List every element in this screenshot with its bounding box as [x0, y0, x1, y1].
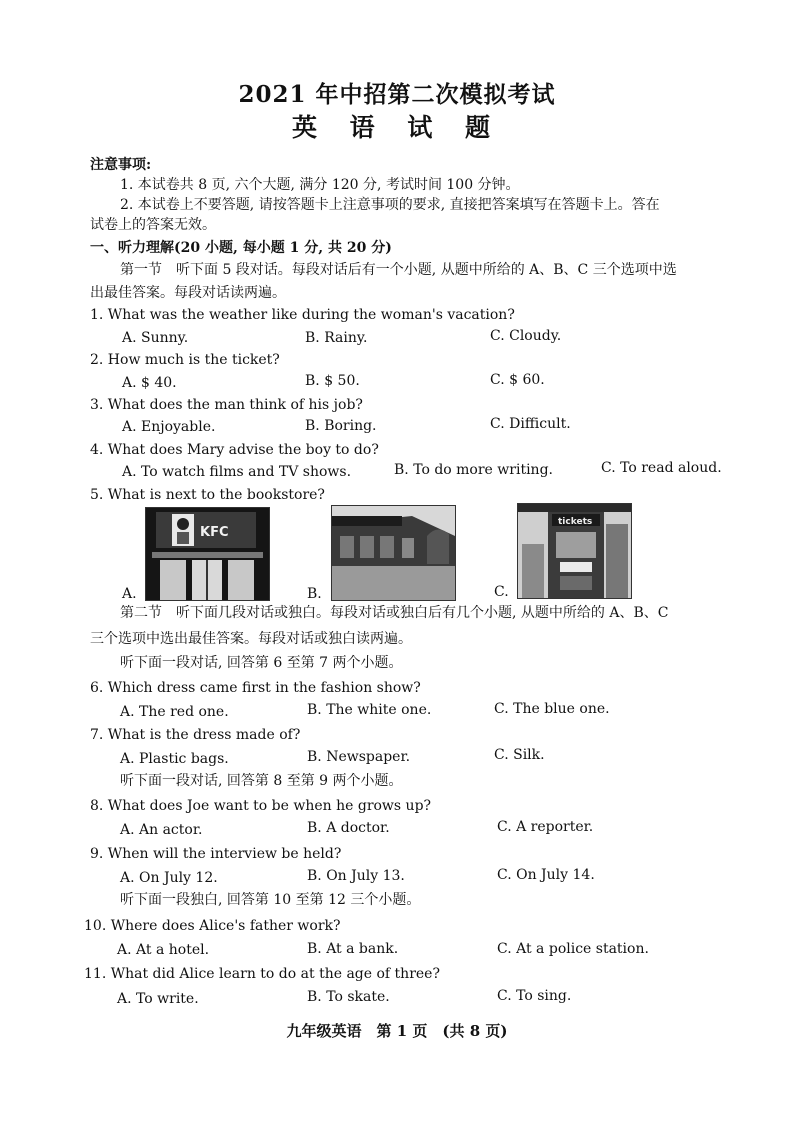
option-b: B. At a bank. [307, 941, 399, 957]
option-a: A. On July 12. [120, 870, 218, 886]
part1-heading: 一、听力理解(20 小题, 每小题 1 分, 共 20 分) [90, 240, 392, 256]
building-image [332, 506, 455, 600]
option-b: B. To skate. [307, 989, 390, 1005]
option-a: A. The red one. [120, 704, 229, 720]
question-text: 5. What is next to the bookstore? [90, 487, 325, 503]
option-a: A. Sunny. [122, 330, 189, 346]
ticket-machine-image [518, 504, 631, 598]
question-text: 7. What is the dress made of? [90, 727, 301, 743]
notice-item-2-cont: 试卷上的答案无效。 [90, 217, 216, 233]
notice-item-2: 2. 本试卷上不要答题, 请按答题卡上注意事项的要求, 直接把答案填写在答题卡上。答在 [120, 197, 660, 213]
dialogue-intro: 听下面一段对话, 回答第 6 至第 7 两个小题。 [120, 655, 403, 671]
question-text: 6. Which dress came first in the fashion show? [90, 680, 421, 696]
option-c: C. [494, 584, 509, 600]
option-b: B. $ 50. [305, 373, 360, 389]
question-text: 3. What does the man think of his job? [90, 397, 363, 413]
question-text: 2. How much is the ticket? [90, 352, 280, 368]
option-a: A. An actor. [120, 822, 203, 838]
question-text: 4. What does Mary advise the boy to do? [90, 442, 379, 458]
exam-title: 2021 年中招第二次模拟考试 [238, 81, 556, 108]
picture-ticket-machine [517, 503, 632, 599]
section2-instructions: 第二节 听下面几段对话或独白。每段对话或独白后有几个小题, 从题中所给的 A、B、C [120, 605, 669, 621]
question-text: 8. What does Joe want to be when he grows up? [90, 798, 432, 814]
option-c: C. On July 14. [497, 867, 595, 883]
option-a: A. Plastic bags. [120, 751, 229, 767]
option-c: C. The blue one. [494, 701, 610, 717]
exam-subject: 英 语 试 题 [291, 113, 503, 142]
picture-building [331, 505, 456, 601]
option-b: B. The white one. [307, 702, 432, 718]
option-b: B. To do more writing. [394, 462, 553, 478]
option-a: A. [122, 586, 137, 602]
page-footer: 九年级英语 第 1 页 (共 8 页) [286, 1022, 508, 1040]
option-b: B. Boring. [305, 418, 377, 434]
notice-item-1: 1. 本试卷共 8 页, 六个大题, 满分 120 分, 考试时间 100 分钟。 [120, 177, 520, 193]
option-c: C. Silk. [494, 747, 545, 763]
tickets-sign-text: tickets [558, 517, 593, 527]
dialogue-intro: 听下面一段对话, 回答第 8 至第 9 两个小题。 [120, 773, 403, 789]
option-a: A. To write. [117, 991, 199, 1007]
option-c: C. To read aloud. [601, 460, 722, 476]
kfc-sign-text: KFC [200, 525, 229, 540]
question-text: 10. Where does Alice's father work? [84, 918, 341, 934]
section1-instructions: 第一节 听下面 5 段对话。每段对话后有一个小题, 从题中所给的 A、B、C 三个选项中选 [120, 262, 677, 278]
option-a: A. At a hotel. [117, 942, 210, 958]
section2-instructions-cont: 三个选项中选出最佳答案。每段对话或独白读两遍。 [90, 631, 412, 647]
option-c: C. $ 60. [490, 372, 545, 388]
option-c: C. To sing. [497, 988, 572, 1004]
question-text: 11. What did Alice learn to do at the age of three? [84, 966, 440, 982]
option-a: A. Enjoyable. [122, 419, 216, 435]
option-b: B. [307, 586, 322, 602]
option-a: A. $ 40. [122, 375, 177, 391]
notice-heading: 注意事项: [90, 157, 152, 173]
option-b: B. A doctor. [307, 820, 390, 836]
monologue-intro: 听下面一段独白, 回答第 10 至第 12 三个小题。 [120, 892, 421, 908]
option-c: C. Difficult. [490, 416, 571, 432]
option-c: C. At a police station. [497, 941, 649, 957]
picture-kfc [145, 507, 270, 601]
option-b: B. Rainy. [305, 330, 368, 346]
option-a: A. To watch films and TV shows. [122, 464, 352, 480]
question-text: 1. What was the weather like during the woman's vacation? [90, 307, 515, 323]
kfc-storefront-image [146, 508, 269, 600]
option-b: B. Newspaper. [307, 749, 411, 765]
question-text: 9. When will the interview be held? [90, 846, 342, 862]
option-c: C. Cloudy. [490, 328, 562, 344]
option-b: B. On July 13. [307, 868, 405, 884]
option-c: C. A reporter. [497, 819, 594, 835]
section1-instructions-cont: 出最佳答案。每段对话读两遍。 [90, 285, 286, 301]
